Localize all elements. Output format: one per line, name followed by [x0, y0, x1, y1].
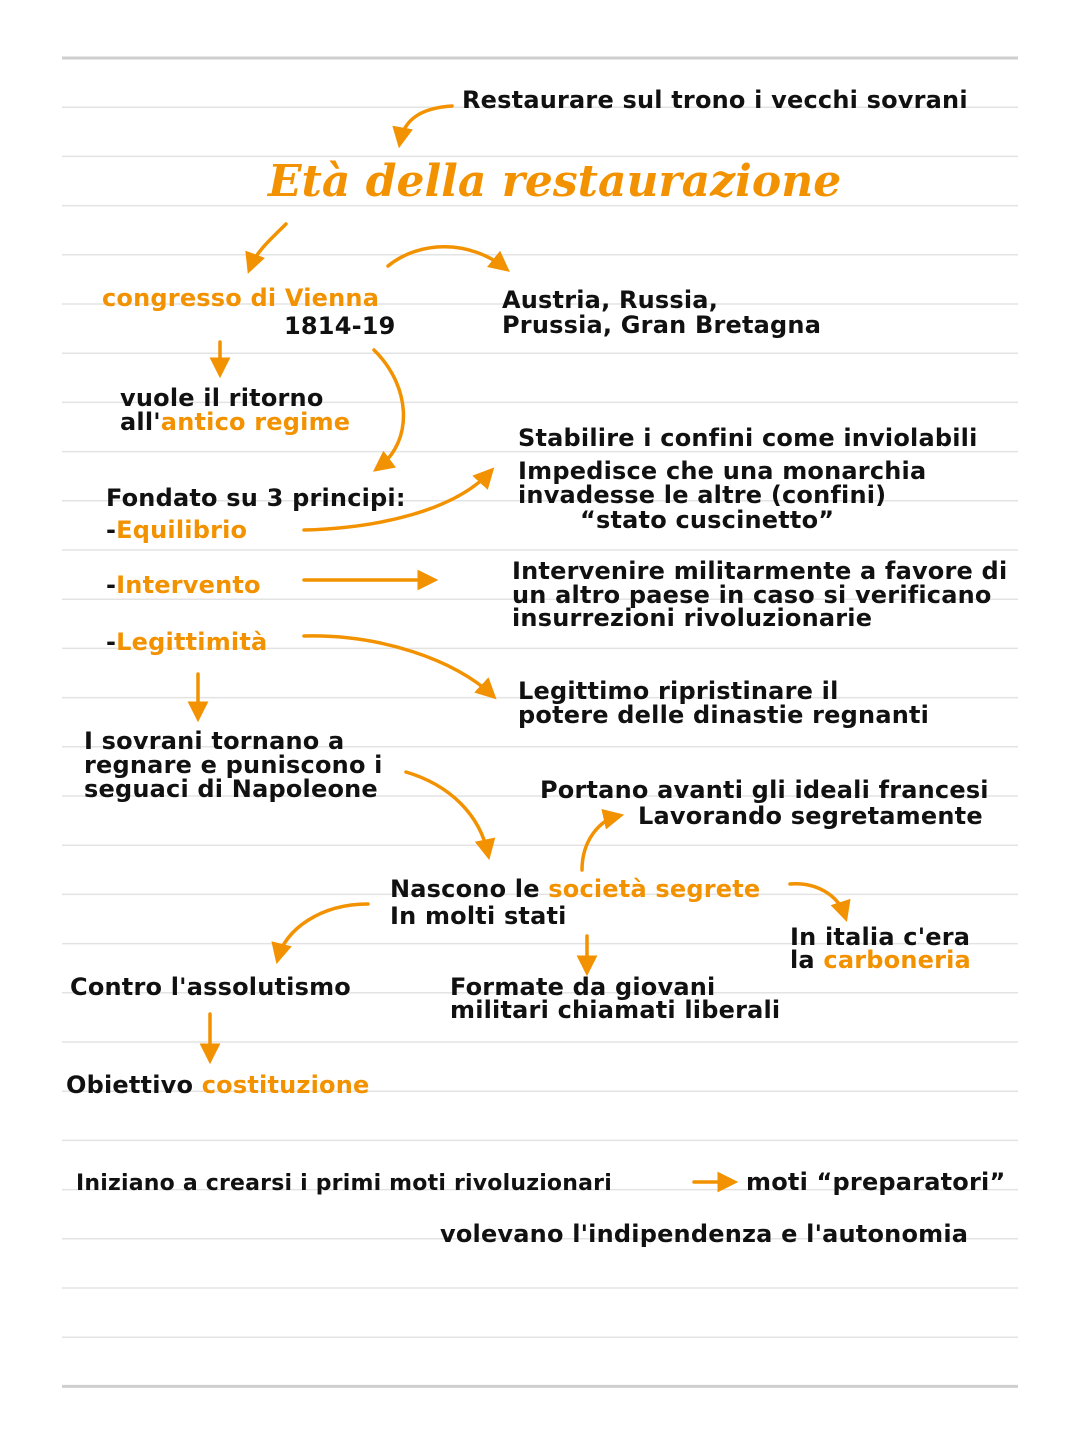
node-preparatori: moti “preparatori” — [746, 1168, 1006, 1196]
node-impedisce-line2: invadesse le altre (confini) — [518, 481, 887, 509]
node-nascono-line1 — [390, 877, 760, 901]
arrow-restaurare-to-title — [400, 106, 452, 142]
node-intervenire-line3: insurrezioni rivoluzionarie — [512, 604, 873, 632]
node-nascono-line2: In molti stati — [390, 902, 567, 930]
node-ritorno-line1: vuole il ritorno — [120, 384, 324, 412]
node-italia-line1: In italia c'era — [790, 923, 971, 951]
highlight-costituzione: costituzione — [201, 1071, 370, 1099]
node-intervenire-line2: un altro paese in caso si verificano — [512, 581, 992, 609]
highlight-intervento: Intervento — [116, 571, 261, 599]
intervento-dash: - — [106, 571, 117, 599]
highlight-equilibrio: Equilibrio — [116, 516, 248, 544]
arrow-title-to-congresso — [250, 224, 286, 268]
node-potenze-line2: Prussia, Gran Bretagna — [502, 311, 822, 339]
node-impedisce-line1: Impedisce che una monarchia — [518, 457, 927, 485]
node-assolutismo: Contro l'assolutismo — [70, 973, 351, 1001]
node-fondato: Fondato su 3 principi: — [106, 484, 406, 512]
node-formate-line2: militari chiamati liberali — [450, 996, 781, 1024]
node-ritorno-prefix: all' — [120, 408, 161, 436]
highlight-societa-segrete: società segrete — [548, 875, 761, 903]
arrow-sovrani-to-nascono — [406, 772, 488, 854]
node-equilibrio — [106, 518, 247, 542]
node-impedisce-line3: “stato cuscinetto” — [580, 506, 835, 534]
node-legittimo-line2: potere delle dinastie regnanti — [518, 701, 930, 729]
arrow-nascono-to-ideali — [582, 816, 618, 870]
node-confini: Stabilire i confini come inviolabili — [518, 424, 978, 452]
node-volevano: volevano l'indipendenza e l'autonomia — [440, 1220, 969, 1248]
node-intervenire-line1: Intervenire militarmente a favore di — [512, 557, 1008, 585]
node-legittimo-line1: Legittimo ripristinare il — [518, 677, 839, 705]
node-legittimita — [106, 630, 267, 654]
nascono-prefix: Nascono le — [390, 875, 549, 903]
node-intervento — [106, 573, 261, 597]
node-ideali-line2: Lavorando segretamente — [638, 802, 983, 830]
legittimita-dash: - — [106, 628, 117, 656]
node-sovrani-line1: I sovrani tornano a — [84, 727, 345, 755]
node-sovrani-line3: seguaci di Napoleone — [84, 775, 378, 803]
node-obiettivo — [66, 1073, 369, 1097]
node-ideali-line1: Portano avanti gli ideali francesi — [540, 776, 989, 804]
node-potenze-line1: Austria, Russia, — [502, 286, 719, 314]
node-ritorno-line2 — [120, 410, 350, 434]
node-congresso-date: 1814-19 — [284, 312, 396, 340]
italia-prefix: la — [790, 946, 824, 974]
equilibrio-dash: - — [106, 516, 117, 544]
arrow-nascono-to-assolutismo — [278, 904, 368, 958]
highlight-carboneria: carboneria — [823, 946, 971, 974]
node-congresso: congresso di Vienna — [102, 284, 380, 312]
arrow-nascono-to-italia — [790, 884, 845, 916]
arrow-congresso-to-potenze — [388, 247, 505, 268]
node-sovrani-line2: regnare e puniscono i — [84, 751, 383, 779]
arrow-date-to-fondato — [374, 350, 403, 468]
highlight-legittimita: Legittimità — [116, 628, 268, 656]
arrow-legittimita-to-legittimo — [304, 636, 492, 695]
node-moti: Iniziano a crearsi i primi moti rivoluzionari — [76, 1171, 612, 1196]
obiettivo-prefix: Obiettivo — [66, 1071, 202, 1099]
node-formate-line1: Formate da giovani — [450, 973, 716, 1001]
page-title: Età della restaurazione — [268, 156, 842, 207]
highlight-antico-regime: antico regime — [160, 408, 351, 436]
node-italia-line2 — [790, 946, 971, 974]
node-restaurare: Restaurare sul trono i vecchi sovrani — [462, 86, 968, 114]
